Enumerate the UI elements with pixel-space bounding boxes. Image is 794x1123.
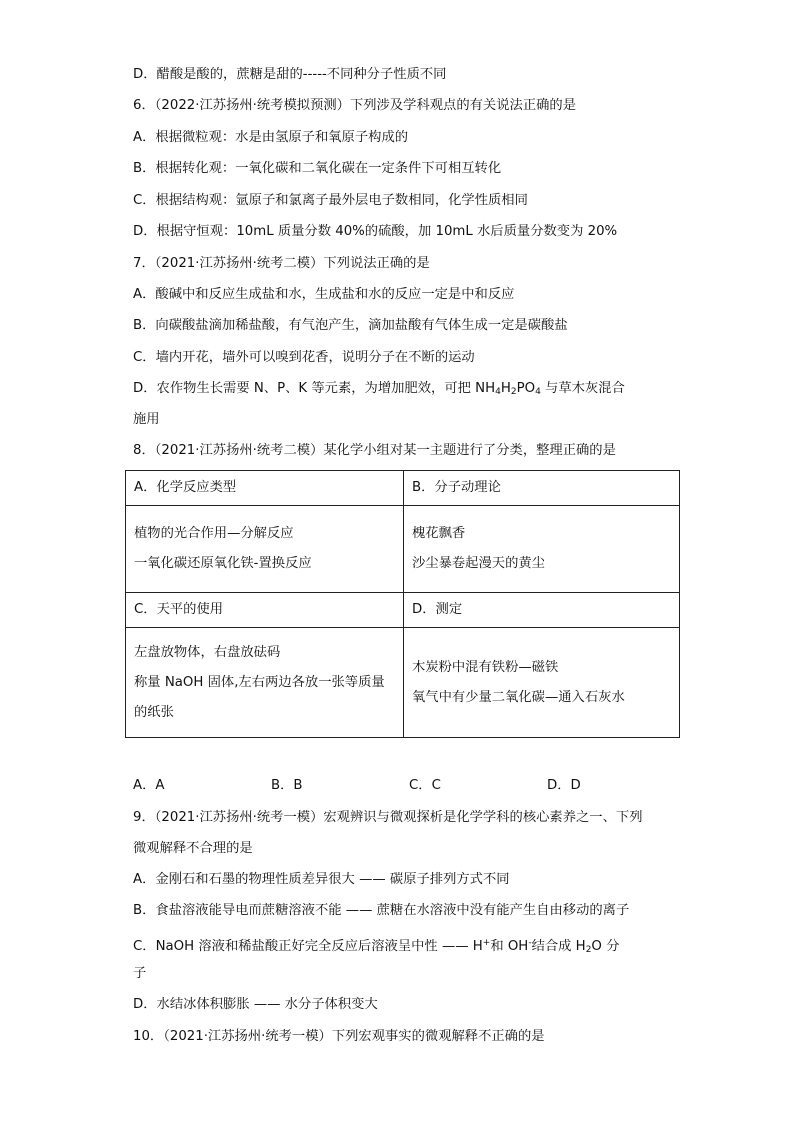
q6-option-b: B．根据转化观：一氧化碳和二氧化碳在一定条件下可相互转化 xyxy=(133,161,502,176)
q7-option-d-cont: 施用 xyxy=(133,412,160,427)
q7-stem: 7．（2021·江苏扬州·统考二模）下列说法正确的是 xyxy=(133,256,430,271)
cell-line: 沙尘暴卷起漫天的黄尘 xyxy=(412,556,545,571)
option-c: C．C xyxy=(409,778,441,793)
option-d: D．D xyxy=(547,778,581,793)
q9-stem: 9．（2021·江苏扬州·统考一模）宏观辨识与微观探析是化学学科的核心素养之一、下列 xyxy=(133,810,643,825)
cell-line: 左盘放物体，右盘放砝码 xyxy=(134,644,281,660)
cell-d-body xyxy=(404,628,680,738)
q7-option-d: D．农作物生长需要 N、P、K 等元素，为增加肥效，可把 $NH_4H_2PO_4$ 与草木灰混合 xyxy=(133,381,625,397)
q9-option-b: B．食盐溶液能导电而蔗糖溶液不能 —— 蔗糖在水溶液中没有能产生自由移动的离子 xyxy=(133,903,630,918)
cell-a-body xyxy=(126,506,404,593)
q9-option-a: A．金刚石和石墨的物理性质差异很大 —— 碳原子排列方式不同 xyxy=(133,872,510,887)
q8-table xyxy=(125,470,680,738)
cell-line: 氧气中有少量二氧化碳—通入石灰水 xyxy=(412,689,625,705)
q7-option-c: C．墙内开花，墙外可以嗅到花香，说明分子在不断的运动 xyxy=(133,350,475,365)
cell-a-head: A．化学反应类型 xyxy=(126,471,404,506)
q8-stem: 8．（2021·江苏扬州·统考二模）某化学小组对某一主题进行了分类，整理正确的是 xyxy=(133,443,616,458)
q6-option-d: D．根据守恒观：10mL 质量分数 40%的硫酸，加 10mL 水后质量分数变为 20% xyxy=(133,224,618,239)
cell-line: 木炭粉中混有铁粉—磁铁 xyxy=(412,659,559,675)
q5-option-d: D．醋酸是酸的，蔗糖是甜的-----不同种分子性质不同 xyxy=(133,67,447,82)
cell-d-head: D．测定 xyxy=(404,593,680,628)
option-a: A．A xyxy=(133,778,165,793)
q9-option-c-cont: 子 xyxy=(133,966,147,981)
q7-option-b: B．向碳酸盐滴加稀盐酸，有气泡产生，滴加盐酸有气体生成一定是碳酸盐 xyxy=(133,318,568,333)
q6-option-a: A．根据微粒观：水是由氢原子和氧原子构成的 xyxy=(133,130,409,145)
q8-options xyxy=(133,776,653,796)
q9-option-c: C．NaOH 溶液和稀盐酸正好完全反应后溶液呈中性 —— H+和 OH-结合成 $H_2O$ 分 xyxy=(133,938,620,955)
cell-c-body xyxy=(126,628,404,738)
q10-stem: 10．（2021·江苏扬州·统考一模）下列宏观事实的微观解释不正确的是 xyxy=(133,1029,545,1044)
q7-option-a: A．酸碱中和反应生成盐和水，生成盐和水的反应一定是中和反应 xyxy=(133,287,515,302)
cell-line: 称量 NaOH 固体,左右两边各放一张等质量 xyxy=(134,674,385,690)
option-b: B．B xyxy=(271,778,303,793)
cell-line: 植物的光合作用—分解反应 xyxy=(134,526,294,541)
q9-stem-cont: 微观解释不合理的是 xyxy=(133,841,253,856)
q6-stem: 6．（2022·江苏扬州·统考模拟预测）下列涉及学科观点的有关说法正确的是 xyxy=(133,98,577,113)
q9-option-d: D．水结冰体积膨胀 —— 水分子体积变大 xyxy=(133,997,378,1012)
cell-line: 一氧化碳还原氧化铁-置换反应 xyxy=(134,556,312,571)
cell-b-body xyxy=(404,506,680,593)
cell-b-head: B．分子动理论 xyxy=(404,471,680,506)
cell-line: 的纸张 xyxy=(134,704,174,720)
cell-line: 槐花飘香 xyxy=(412,526,466,541)
q6-option-c: C．根据结构观：氩原子和氯离子最外层电子数相同，化学性质相同 xyxy=(133,193,528,208)
cell-c-head: C．天平的使用 xyxy=(126,593,404,628)
